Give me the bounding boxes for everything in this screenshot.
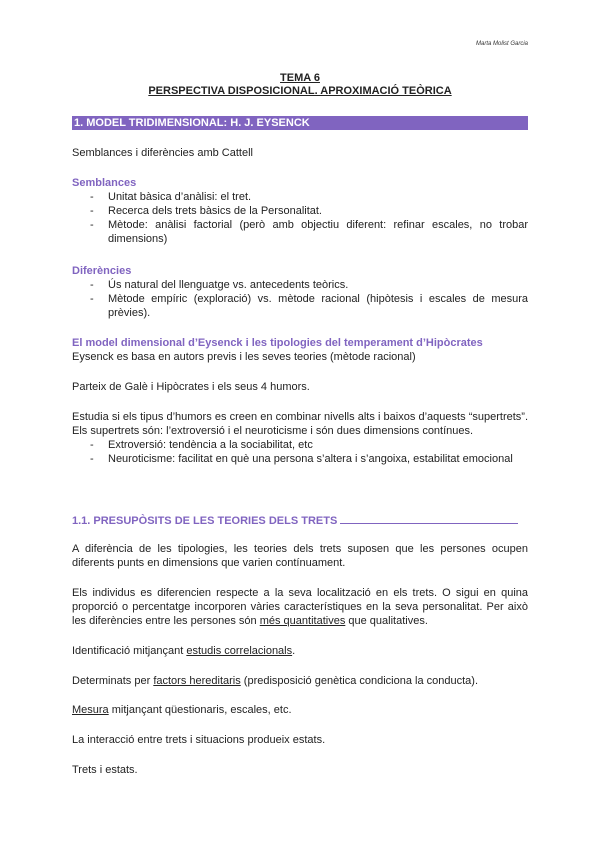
document-title <box>72 72 528 98</box>
section-1-1-heading-text: 1.1. PRESUPÒSITS DE LES TEORIES DELS TRETS <box>72 515 338 527</box>
text-span: que qualitatives. <box>345 615 428 627</box>
diferencies-heading: Diferències <box>72 265 132 277</box>
text-span: mitjançant qüestionaris, escales, etc. <box>108 704 292 716</box>
section-1-intro: Semblances i diferències amb Cattell <box>72 147 253 159</box>
underlined-text: Mesura <box>72 704 109 716</box>
semblances-list <box>90 190 528 246</box>
model-paragraph-3: Estudia si els tipus d’humors es creen en combinar nivells alts i baixos d’aquests “supertrets”. Els supertrets són: l’extroversió i el neuroticisme i són dues dimensions contínues. <box>72 411 528 437</box>
text-span: . <box>292 645 296 657</box>
section-1-heading: 1. MODEL TRIDIMENSIONAL: H. J. EYSENCK <box>72 116 528 130</box>
model-paragraph-2: Parteix de Galè i Hipòcrates i els seus 4 humors. <box>72 381 310 393</box>
semblances-heading: Semblances <box>72 177 137 189</box>
list-item: - Mètode empíric (exploració) vs. mètode racional (hipòtesis i escales de mesura prèvies). <box>90 292 528 320</box>
section-1-1-paragraph-1: A diferència de les tipologies, les teories dels trets suposen que les persones ocupen diferents punts en dimensions que varien contínuament. <box>72 543 528 569</box>
model-paragraph-1: Eysenck es basa en autors previs i les seves teories (mètode racional) <box>72 351 416 363</box>
title-line-1: TEMA 6 <box>280 72 320 84</box>
section-1-1-paragraph-6: La interacció entre trets i situacions produeix estats. <box>72 734 326 746</box>
text-span: Els individus es diferencien respecte a la seva localització en els trets. O sigui en quina proporció o percentatge incorporen vàries característiques en la seva personalitat. Per això les diferències entre les persones són <box>72 587 528 627</box>
section-1-1-paragraph-2 <box>72 586 528 628</box>
list-item: - Extroversió: tendència a la sociabilitat, etc <box>90 438 528 452</box>
title-line-2: PERSPECTIVA DISPOSICIONAL. APROXIMACIÓ TEÒRICA <box>148 85 452 97</box>
section-1-1-paragraph-7: Trets i estats. <box>72 764 138 776</box>
list-item: - Ús natural del llenguatge vs. antecedents teòrics. <box>90 278 528 292</box>
text-span: Identificació mitjançant <box>72 645 187 657</box>
list-item: - Recerca dels trets bàsics de la Personalitat. <box>90 204 528 218</box>
section-1-1-paragraph-5 <box>72 703 528 717</box>
list-item: - Mètode: anàlisi factorial (però amb objectiu diferent: refinar escales, no trobar dimensions) <box>90 218 528 246</box>
underlined-text: estudis correlacionals <box>186 645 293 657</box>
underlined-text: factors hereditaris <box>153 675 241 687</box>
list-item: - Neuroticisme: facilitat en què una persona s’altera i s’angoixa, estabilitat emocional <box>90 452 528 466</box>
diferencies-list <box>90 278 528 320</box>
underlined-text: més quantitatives <box>259 615 346 627</box>
text-span: Determinats per <box>72 675 154 687</box>
semblances-block <box>72 176 528 246</box>
section-1-1-paragraph-3 <box>72 644 528 658</box>
supertrets-list <box>90 438 528 466</box>
list-item: - Unitat bàsica d’anàlisi: el tret. <box>90 190 528 204</box>
text-span: (predisposició genètica condiciona la conducta). <box>240 675 479 687</box>
heading-rule <box>340 523 518 524</box>
model-paragraph-3-block <box>72 410 528 466</box>
model-block <box>72 336 528 364</box>
diferencies-block <box>72 264 528 320</box>
section-1-1-paragraph-4 <box>72 674 528 688</box>
section-1-1-heading <box>72 514 518 528</box>
model-heading: El model dimensional d’Eysenck i les tipologies del temperament d’Hipòcrates <box>72 337 483 349</box>
author-name: Marta Molist Garcia <box>475 41 528 47</box>
